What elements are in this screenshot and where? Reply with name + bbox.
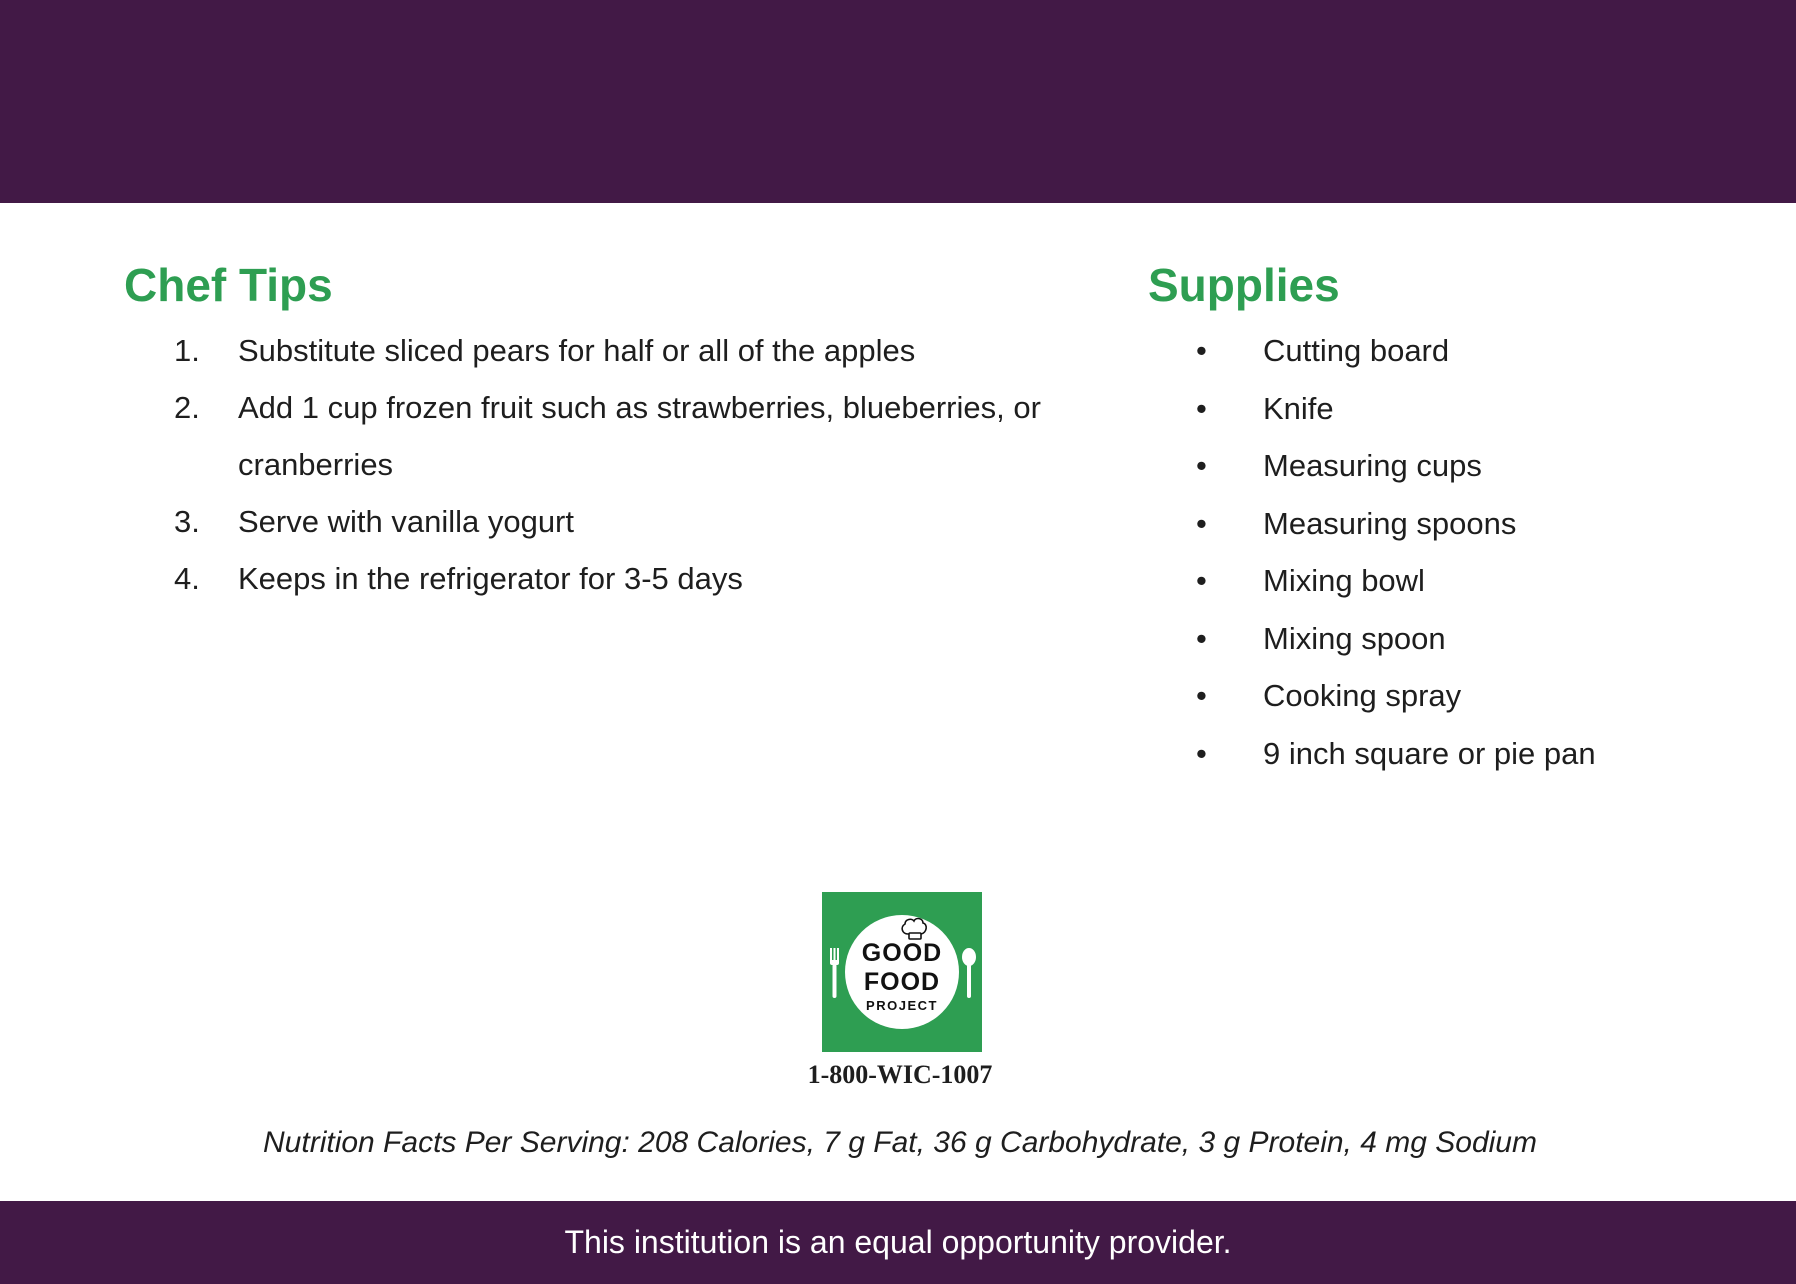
bullet-icon: • <box>1196 448 1207 483</box>
list-item <box>1148 552 1708 610</box>
chef-tips-list <box>124 322 1084 607</box>
footer-band <box>0 1201 1796 1284</box>
item-text: Cooking spray <box>1263 678 1462 713</box>
list-item <box>1148 610 1708 668</box>
item-text: Substitute sliced pears for half or all of the apples <box>238 333 916 368</box>
bullet-icon: • <box>1196 620 1207 656</box>
item-text: Mixing spoon <box>1263 620 1446 656</box>
chef-tips-title: Chef Tips <box>124 259 333 311</box>
header-band <box>0 0 1796 203</box>
item-text: 9 inch square or pie pan <box>1263 735 1596 771</box>
logo-line-project: PROJECT <box>866 998 938 1013</box>
item-number: 1. <box>174 333 200 368</box>
item-text: Measuring spoons <box>1263 505 1517 541</box>
logo-line-food: FOOD <box>863 968 941 996</box>
list-item <box>1148 725 1708 783</box>
list-item <box>124 379 1084 493</box>
bullet-icon: • <box>1196 390 1207 426</box>
item-text: Keeps in the refrigerator for 3-5 days <box>238 561 743 596</box>
nutrition-facts: Nutrition Facts Per Serving: 208 Calories, 7 g Fat, 36 g Carbohydrate, 3 g Protein, 4 mg Sodium <box>263 1126 1537 1159</box>
bullet-icon: • <box>1196 563 1207 598</box>
list-item <box>124 322 1084 379</box>
good-food-project-logo <box>822 892 982 1052</box>
item-text: Serve with vanilla yogurt <box>238 504 574 539</box>
item-number: 2. <box>174 390 200 425</box>
item-number: 4. <box>174 561 200 596</box>
item-text: Measuring cups <box>1263 448 1482 483</box>
supplies-list <box>1148 322 1708 782</box>
item-text: Add 1 cup frozen fruit such as strawberries, blueberries, or cranberries <box>238 390 1041 482</box>
logo-line-good: GOOD <box>861 939 943 967</box>
footer-text: This institution is an equal opportunity provider. <box>564 1224 1232 1260</box>
phone-number: 1-800-WIC-1007 <box>807 1060 993 1089</box>
bullet-icon: • <box>1196 333 1207 368</box>
item-text: Cutting board <box>1263 333 1450 368</box>
list-item <box>124 550 1084 607</box>
bullet-icon: • <box>1196 735 1207 771</box>
list-item <box>124 493 1084 550</box>
supplies-title: Supplies <box>1148 259 1340 311</box>
bullet-icon: • <box>1196 505 1207 541</box>
item-text: Mixing bowl <box>1263 563 1425 598</box>
list-item <box>1148 667 1708 725</box>
list-item <box>1148 437 1708 495</box>
item-text: Knife <box>1263 390 1334 426</box>
bullet-icon: • <box>1196 678 1207 713</box>
item-number: 3. <box>174 504 200 539</box>
list-item <box>1148 495 1708 553</box>
list-item <box>1148 380 1708 438</box>
list-item <box>1148 322 1708 380</box>
